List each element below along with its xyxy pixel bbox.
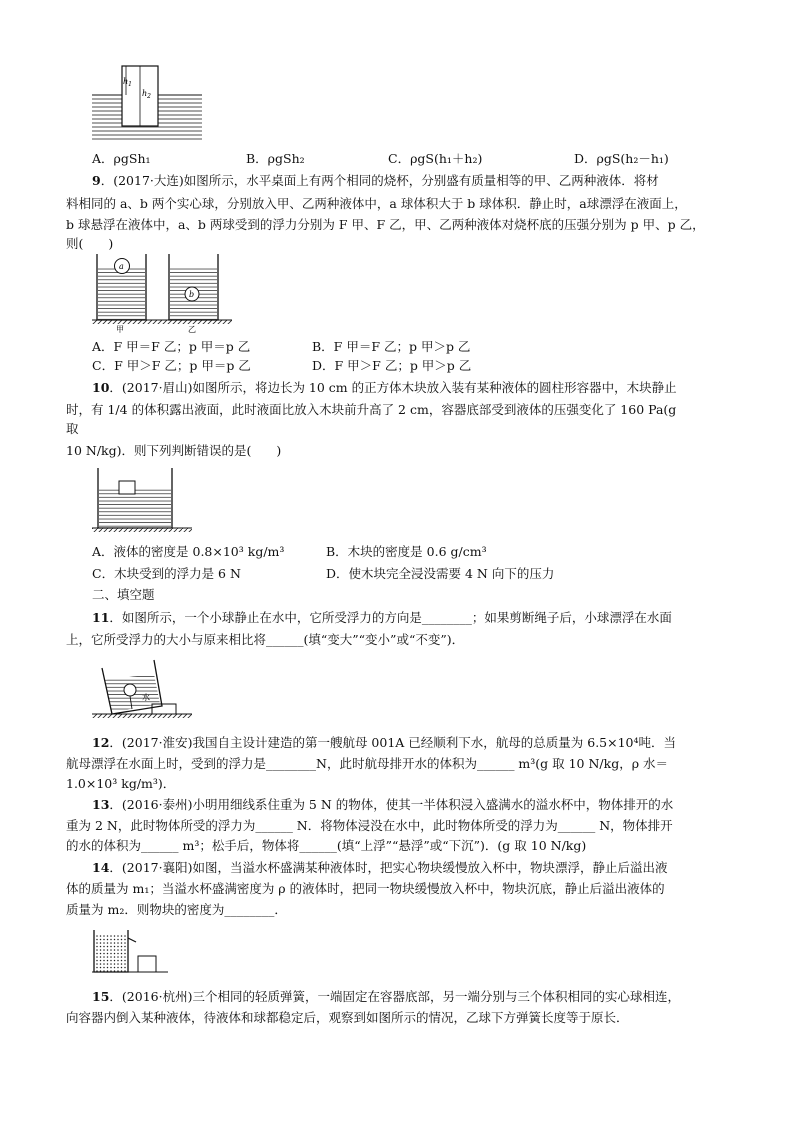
q11-text-line-2: 上，它所受浮力的大小与原来相比将______(填“变大”“变小”或“不变”)． xyxy=(66,632,465,647)
q8-option-c: C．ρgS(h₁＋h₂) xyxy=(388,151,483,166)
q10-number: 10 xyxy=(92,380,110,395)
q10-text-line-2: 时，有 1/4 的体积露出液面，此时液面比放入木块前升高了 2 cm，容器底部受到液体的压强变化了 160 Pa(g xyxy=(66,402,677,417)
svg-text:h1: $h_1$ xyxy=(123,77,132,88)
q15-number: 15 xyxy=(92,989,110,1004)
q9-figure xyxy=(92,250,232,332)
q9-label-jia: 甲 xyxy=(116,325,124,334)
q11-figure xyxy=(92,654,192,724)
q11-number: 11 xyxy=(92,610,110,625)
q15-text-line-1: 15．(2016·杭州)三个相同的轻质弹簧，一端固定在容器底部，另一端分别与三个体积相同的实心球相连， xyxy=(92,989,680,1004)
q9-beaker-yi xyxy=(169,254,218,320)
q9-text-line-1: 9．(2017·大连)如图所示，水平桌面上有两个相同的烧杯，分别盛有质量相等的甲、乙两种液体．将材 xyxy=(92,173,659,188)
q13-number: 13 xyxy=(92,797,110,812)
section-heading: 二、填空题 xyxy=(92,587,155,602)
svg-text:a: a xyxy=(119,262,124,271)
q13-text-line-1: 13．(2016·泰州)小明用细线系住重为 5 N 的物体，使其一半体积浸入盛满水的溢水杯中，物体排开的水 xyxy=(92,797,674,812)
q10-option-a: A．液体的密度是 0.8×10³ kg/m³ xyxy=(92,544,285,559)
q14-figure xyxy=(92,924,172,980)
q10-figure xyxy=(92,464,192,536)
q10-wood-block xyxy=(119,481,135,494)
q14-text-line-3: 质量为 m₂．则物块的密度为________． xyxy=(66,902,287,917)
q10-option-b: B．木块的密度是 0.6 g/cm³ xyxy=(326,544,487,559)
q12-text-line-1: 12．(2017·淮安)我国自主设计建造的第一艘航母 001A 已经顺利下水，航母的总质量为 6.5×10⁴吨．当 xyxy=(92,735,677,750)
q9-option-c: C．F 甲＞F 乙；p 甲＝p 乙 xyxy=(92,358,251,373)
svg-text:h2: $h_2$ xyxy=(142,89,151,100)
q11-ball xyxy=(124,684,136,696)
q9-beaker-jia xyxy=(97,254,146,320)
svg-text:b: b xyxy=(189,290,195,299)
q13-text-line-3: 的水的体积为______ m³；松手后，物体将______(填“上浮”“悬浮”或“下沉”)．(g 取 10 N/kg) xyxy=(66,838,587,853)
q9-option-a: A．F 甲＝F 乙；p 甲＝p 乙 xyxy=(92,339,251,354)
q8-figure xyxy=(92,62,202,144)
q8-option-a: A．ρgSh₁ xyxy=(92,151,151,166)
q14-text-line-1: 14．(2017·襄阳)如图，当溢水杯盛满某种液体时，把实心物块缓慢放入杯中，物块漂浮，静止后溢出液 xyxy=(92,860,668,875)
q9-label-yi: 乙 xyxy=(188,325,196,334)
q9-option-d: D．F 甲＞F 乙；p 甲＞p 乙 xyxy=(312,358,472,373)
q12-number: 12 xyxy=(92,735,110,750)
q10-text-line-1: 10．(2017·眉山)如图所示，将边长为 10 cm 的正方体木块放入装有某种液体的圆柱形容器中，木块静止 xyxy=(92,380,677,395)
q15-text-line-2: 向容器内倒入某种液体，待液体和球都稳定后，观察到如图所示的情况，乙球下方弹簧长度等于原长． xyxy=(66,1010,629,1025)
q11-water-label: 水 xyxy=(142,693,150,702)
q9-number: 9 xyxy=(92,173,101,188)
q9-text-line-3: b 球悬浮在液体中，a、b 两球受到的浮力分别为 F 甲、F 乙，甲、乙两种液体对烧杯底的压强分别为 p 甲、p 乙， xyxy=(66,217,705,232)
q12-text-line-3: 1.0×10³ kg/m³)． xyxy=(66,776,176,791)
q11-text-line-1: 11．如图所示，一个小球静止在水中，它所受浮力的方向是________；如果剪断绳子后，小球漂浮在水面 xyxy=(92,610,672,625)
q12-text-line-2: 航母漂浮在水面上时，受到的浮力是________N，此时航母排开水的体积为______ m³(g 取 10 N/kg，ρ 水＝ xyxy=(66,756,669,771)
q8-option-d: D．ρgS(h₂－h₁) xyxy=(574,151,669,166)
q13-text-line-2: 重为 2 N，此时物体所受的浮力为______ N．将物体浸没在水中，此时物体所受的浮力为______ N，物体排开 xyxy=(66,818,673,833)
q9-text-line-2: 料相同的 a、b 两个实心球，分别放入甲、乙两种液体中，a 球体积大于 b 球体积．静止时，a球漂浮在液面上， xyxy=(66,196,687,211)
q14-text-line-2: 体的质量为 m₁；当溢水杯盛满密度为 ρ 的液体时，把同一物块缓慢放入杯中，物块沉底，静止后溢出液体的 xyxy=(66,881,665,896)
q14-number: 14 xyxy=(92,860,110,875)
q14-catch-cup xyxy=(138,956,156,972)
q10-option-d: D．使木块完全浸没需要 4 N 向下的压力 xyxy=(326,566,555,581)
q10-text-line-4: 10 N/kg)．则下列判断错误的是( ) xyxy=(66,443,282,458)
q9-text-line-4: 则( ) xyxy=(66,236,114,251)
q9-option-b: B．F 甲＝F 乙；p 甲＞p 乙 xyxy=(312,339,471,354)
q10-option-c: C．木块受到的浮力是 6 N xyxy=(92,566,241,581)
q10-text-line-3: 取 xyxy=(66,421,79,436)
q8-option-b: B．ρgSh₂ xyxy=(246,151,305,166)
q14-overflow-cup-liquid xyxy=(94,934,128,972)
